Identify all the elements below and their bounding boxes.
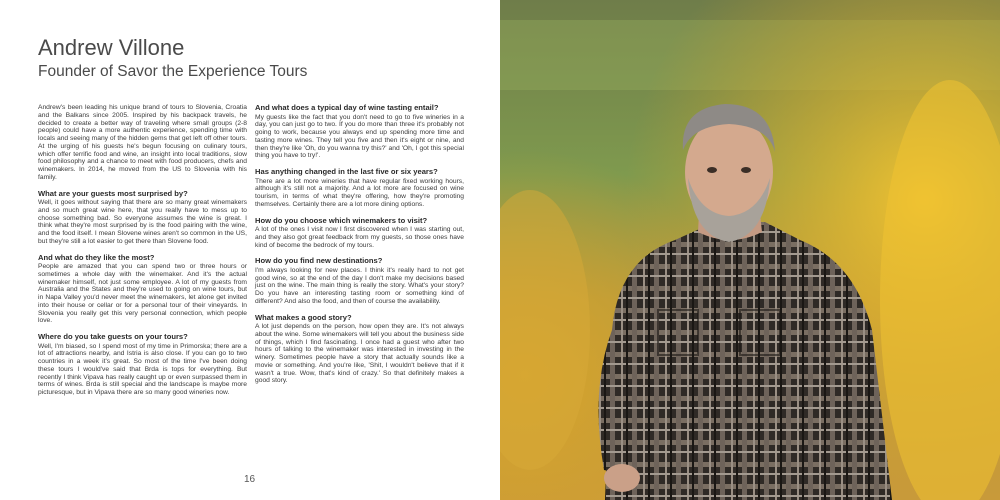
answer-paragraph: Well, I'm biased, so I spend most of my time in Primorska; there are a lot of attractions nearby, and Istria is also close. If you can go to two countries in a week it's great. So most of the time I've been doing these tours I would've said that Brda is tops for everything. But recently I think Vipava has really caught up or even surpassed them in terms of wines. Brda is still special and the landscape is maybe more picturesque, but in Vipava there are so many good wineries now. xyxy=(38,342,247,396)
question-heading: How do you find new destinations? xyxy=(255,256,383,266)
answer-paragraph: Well, it goes without saying that there are so many great winemakers and so much great wine here, that you really have to mess up to choose something bad. So everyone assumes the wine is great. I think what they're most surprised by is the food pairing with the wine, and the food itself. I mean Slovene wines aren't so common in the US, but they're still a lot easier to get there than Slovene food. xyxy=(38,199,247,245)
person-role: Founder of Savor the Experience Tours xyxy=(38,63,308,80)
answer-paragraph: My guests like the fact that you don't need to go to five wineries in a day, you can just go to two. If you do more than three it's probably not going to work, because you always end up spending more time and tasting more wines. They tell you five and then it's eight or nine, and then they're like 'Oh, do you wanna try this?' and 'Oh, I got this special thing you have to try!'. xyxy=(255,113,464,160)
answer-paragraph: There are a lot more wineries that have regular fixed working hours, although it's still not a majority. And a lot more are focused on wine tourism, in terms of what they're offering, how they're promoting themselves. Certainly there are a lot more dining options. xyxy=(255,177,464,208)
question-heading: Has anything changed in the last five or six years? xyxy=(255,167,438,176)
answer-paragraph: I'm always looking for new places. I think it's really hard to not get good wine, so at the end of the day I don't make my decisions based just on the wine. The main thing is really the story. What's your story? Do you have an interesting tasting room or something kind of different? And also the food, and then of course the availability. xyxy=(255,266,464,305)
answer-paragraph: People are amazed that you can spend two or three hours or sometimes a whole day with the winemaker. And it's the actual winemaker himself, not just some employee. A lot of my guests from Australia and the States and they're used to going on wine tours, but in Napa Valley you'd never meet the winemakers, let alone get invited into their house or cellar or for a personal tour of their vineyards. In Slovenia you really get this very personal connection, which people love. xyxy=(38,263,247,325)
question-heading: Where do you take guests on your tours? xyxy=(38,332,188,341)
text-column-left xyxy=(38,104,247,405)
text-column-right xyxy=(255,104,464,393)
question-heading: How do you choose which winemakers to visit? xyxy=(255,215,428,225)
page-number: 16 xyxy=(244,474,256,485)
person-name: Andrew Villone xyxy=(38,35,185,60)
answer-paragraph: A lot of the ones I visit now I first discovered when I was starting out, and they also got great feedback from my guests, so those ones have kind of become the bedrock of my tours. xyxy=(255,226,464,249)
intro-paragraph: Andrew's been leading his unique brand of tours to Slovenia, Croatia and the Balkans since 2005. Inspired by his backpack travels, he decided to create a better way of traveling where small groups (2-8 people) could have a more authentic experience, spending time with locals and seeing many of the hidden gems that get left off other tours. At the urging of his guests he's begun focusing on culinary tours, which offer terrific food and wine, an insight into local traditions, slow food philosophy and a chance to meet with food producers, chefs and winemakers. In 2014, he moved from the US to Slovenia with his family. xyxy=(38,104,247,181)
question-heading: And what does a typical day of wine tasting entail? xyxy=(255,103,439,112)
question-heading: And what do they like the most? xyxy=(38,252,155,262)
question-heading: What makes a good story? xyxy=(255,312,352,322)
question-heading: What are your guests most surprised by? xyxy=(38,188,188,198)
answer-paragraph: A lot just depends on the person, how open they are. It's not always about the wine. Some winemakers will tell you about the business side of things, which I find fascinating. I once had a guest who after two hours of talking to the winemaker was interested in investing in the winery. Sometimes people have a story that actually sounds like a movie or something. And you're like, 'Shit, I wouldn't believe that if it wasn't a true. Wow, that's kind of crazy.' So that definitely makes a good story. xyxy=(255,323,464,385)
portrait-photo xyxy=(500,0,1000,500)
